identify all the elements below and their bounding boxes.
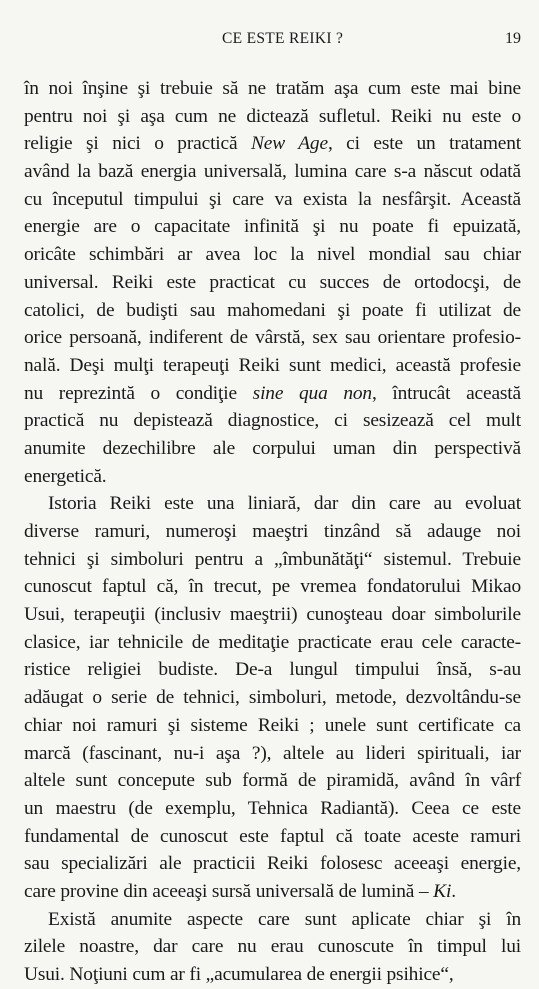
text-line: anumite dezechilibre ale corpului uman din perspectivă [24,437,521,459]
text-line: nală. Deşi mulţi terapeuţi Reiki sunt medici, această profesie [24,354,521,376]
text-line: nu reprezintă o condiţie sine qua non, întrucât această [24,382,521,404]
text-line: tehnici şi simboluri pentru a „îmbunătăţi“ sistemul. Trebuie [24,548,521,570]
text-line: cu începutul timpului şi care va exista la nesfârşit. Această [24,188,521,210]
text-line: Istoria Reiki este una liniară, dar din care au evoluat [48,493,521,515]
text-line: Usui. Noţiuni cum ar fi „acumularea de energii psihice“, [24,964,454,985]
text-line: ristice religiei budiste. De-a lungul timpului însă, s-au [24,659,521,681]
text-line: Există anumite aspecte care sunt aplicate chiar şi în [48,908,521,930]
text-line: zilele noastre, dar care nu erau cunoscute în timpul lui [24,936,521,958]
text-line: altele sunt concepute sub formă de piramidă, având în vârf [24,770,521,792]
text-line: practică nu depistează diagnostice, ci sesizează cel mult [24,410,521,432]
text-line: sau specializări ale practicii Reiki folosesc aceeaşi energie, [24,853,521,875]
text-line: diverse ramuri, numeroşi maeştri tinzând să adauge noi [24,521,521,542]
text-line: universal. Reiki este practicat cu succes de ortodocşi, de [24,271,521,293]
paragraph [24,75,521,490]
italic-term: Ki [433,880,452,902]
text-line: care provine din aceeaşi sursă universală de lumină – Ki. [24,880,456,902]
text-line: oricâte schimbări ar avea loc la nivel mondial sau chiar [24,244,521,266]
text-line: Usui, terapeuţii (inclusiv maeştrii) cunoşteau doar simbolurile [24,604,521,626]
text-line: având la bază energia universală, lumina care s-a născut odată [24,161,521,183]
paragraph [24,490,521,905]
text-line: energie are o capacitate infinită şi nu poate fi epuizată, [24,216,521,238]
text-line: adăugat o serie de tehnici, simboluri, metode, dezvoltându-se [24,687,521,709]
text-line: orice persoană, indiferent de vârstă, sex sau orientare profesio- [24,327,521,349]
body-text [24,75,521,989]
text-line: catolici, de budişti sau mahomedani şi poate fi utilizat de [24,299,521,321]
text-line: un maestru (de exemplu, Tehnica Radiantă). Ceea ce este [24,797,521,819]
text-line: religie şi nici o practică New Age, ci este un tratament [24,133,522,155]
text-line: marcă (fascinant, nu-i aşa ?), altele au lideri spirituali, iar [24,742,521,764]
page-header [0,30,539,54]
paragraph [24,906,521,989]
page-number: 19 [505,30,521,47]
text-line: pentru noi şi aşa cum ne dictează sufletul. Reiki nu este o [24,105,521,127]
text-line: fundamental de cunoscut este faptul că toate aceste ramuri [24,825,521,847]
italic-term: New Age [251,133,328,155]
text-line: cunoscut faptul că, în trecut, pe vremea fondatorului Mikao [24,576,521,598]
text-line: chiar noi ramuri şi sisteme Reiki ; unele sunt certificate ca [24,714,521,736]
text-line: în noi înşine şi trebuie să ne tratăm aşa cum este mai bine [24,78,521,99]
running-title: CE ESTE REIKI ? [222,30,344,47]
italic-term: sine qua non [252,382,372,404]
text-line: energetică. [24,465,107,487]
text-line: clasice, iar tehnicile de meditaţie practicate erau cele caracte- [24,631,521,653]
